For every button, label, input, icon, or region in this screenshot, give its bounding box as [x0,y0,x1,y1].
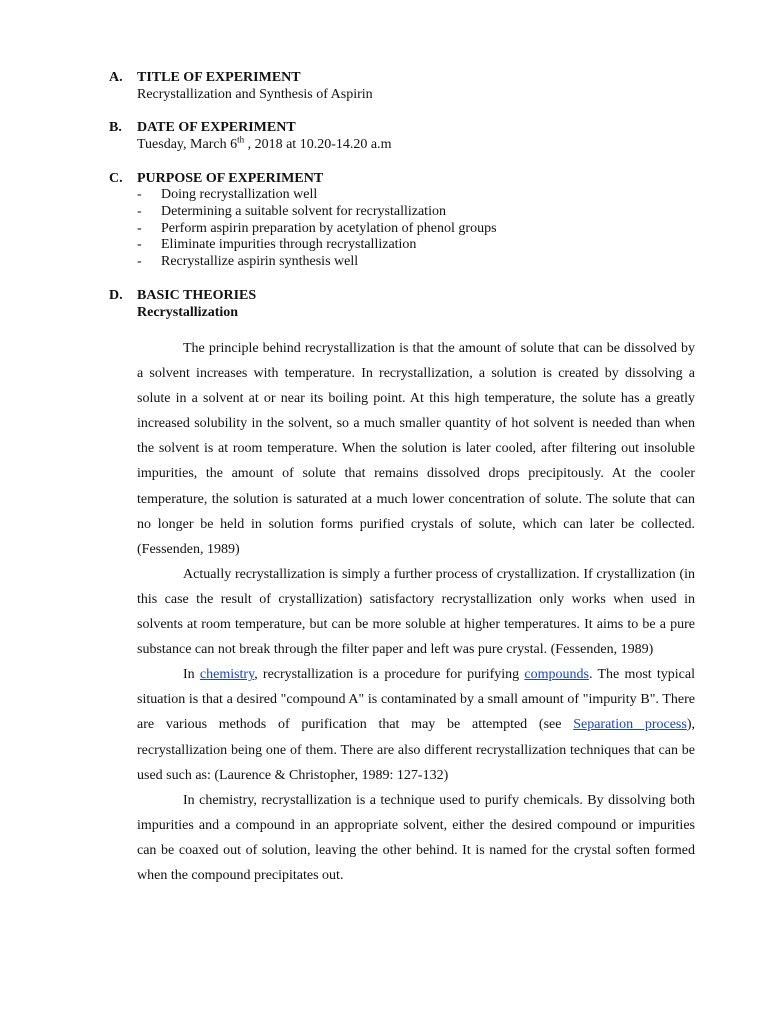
list-item: - Eliminate impurities through recrystallization [137,237,417,253]
compounds-link[interactable]: compounds [524,667,589,683]
paragraph-text: ), recrystallization being one of them. There are also different recrystallization techniques that can be used such as: (Laurence & Christopher, 1989: 127-132) [137,717,695,783]
date-ordinal-suffix: th [237,134,245,145]
section-heading [109,170,709,187]
date-text-end: , 2018 at 10.20-14.20 a.m [244,137,392,152]
body-text [137,336,695,888]
experiment-date-text [137,136,709,153]
purpose-list [137,187,709,271]
section-letter: C. [109,171,123,186]
section-basic-theories [109,287,709,321]
section-title: TITLE OF EXPERIMENT [137,70,301,85]
list-item-text: Determining a suitable solvent for recrystallization [161,203,446,219]
subsection-title: Recrystallization [137,305,239,320]
paragraph [137,662,695,787]
section-purpose-of-experiment [109,170,709,271]
section-title: DATE OF EXPERIMENT [137,120,296,135]
list-item-text: Recrystallize aspirin synthesis well [161,254,359,270]
section-heading [109,287,709,304]
paragraph: In chemistry, recrystallization is a technique used to purify chemicals. By dissolving both impurities and a compound in an appropriate solvent, either the desired compound or impurities can be coaxed out of solution, leaving the other behind. It is named for the crystal soften formed when the compound precipitates out. [137,792,695,883]
paragraph-text: . The most typical situation is that a desired "compound A" is contaminated by a small amount of "impurity B". There are various methods of purification that may be attempted (see [137,667,695,733]
paragraph-text: In [183,667,200,683]
section-letter: B. [109,120,122,135]
chemistry-link[interactable]: chemistry [199,667,255,683]
list-item: - Doing recrystallization well [137,187,318,202]
list-item-text: Doing recrystallization well [161,187,318,202]
section-letter: D. [109,288,123,303]
date-text-start: Tuesday, March 6 [137,137,238,152]
separation-process-link[interactable]: Separation process [573,717,687,733]
section-title-of-experiment [109,69,709,103]
experiment-title-text: Recrystallization and Synthesis of Aspirin [137,87,373,102]
list-item: - Perform aspirin preparation by acetylation of phenol groups [137,220,497,236]
section-title: PURPOSE OF EXPERIMENT [137,171,324,186]
list-item-text: Eliminate impurities through recrystallization [161,237,417,253]
section-letter: A. [109,70,123,85]
list-item-text: Perform aspirin preparation by acetylation of phenol groups [161,220,497,236]
paragraph: The principle behind recrystallization is that the amount of solute that can be dissolved by a solvent increases with temperature. In recrystallization, a solution is created by dissolving a solute in a solvent at or near its boiling point. At this high temperature, the solute has a greatly increased solubility in the solvent, so a much smaller quantity of hot solvent is needed than when the solvent is at room temperature. When the solution is later cooled, after filtering out insoluble impurities, the amount of solute that remains dissolved drops precipitously. At the cooler temperature, the solution is saturated at a much lower concentration of solute. The solute that can no longer be held in solution forms purified crystals of solute, which can later be collected. (Fessenden, 1989) [137,341,695,557]
list-item: - Recrystallize aspirin synthesis well [137,254,359,270]
section-heading [109,119,709,136]
section-heading [109,69,709,86]
section-title: BASIC THEORIES [137,288,257,303]
list-item: - Determining a suitable solvent for recrystallization [137,203,446,219]
section-date-of-experiment [109,119,709,153]
paragraph-text: , recrystallization is a procedure for purifying [254,667,525,683]
paragraph: Actually recrystallization is simply a further process of crystallization. If crystallization (in this case the result of crystallization) satisfactory recrystallization only works when used in solvents at room temperature, but can be more soluble at higher temperatures. It aims to be a pure substance can not break through the filter paper and left was pure crystal. (Fessenden, 1989) [137,566,695,658]
